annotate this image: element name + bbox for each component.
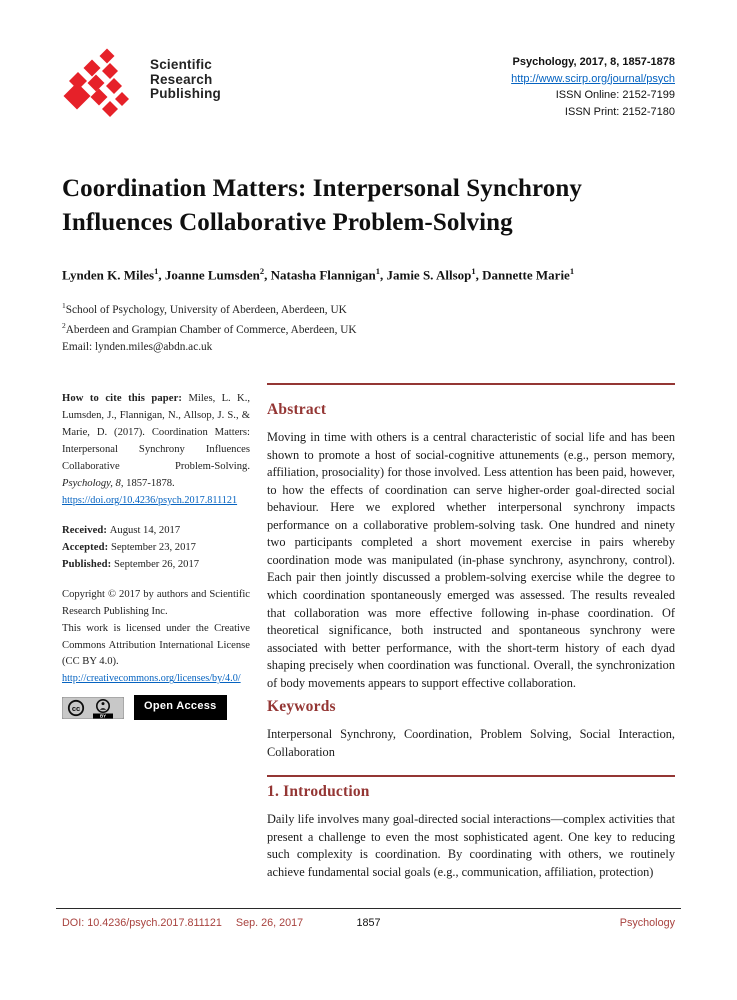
author-separator: , [475, 267, 483, 283]
author-separator: , [264, 267, 271, 283]
email-value: lynden.miles@abdn.ac.uk [94, 340, 213, 353]
cite-journal: Psychology, 8, [62, 478, 127, 490]
how-to-cite [62, 391, 250, 510]
paper-title: Coordination Matters: Interpersonal Synchrony Influences Collaborative Problem-Solving [62, 175, 583, 236]
affiliation-sup: 1 [62, 301, 66, 311]
affiliation-line [62, 300, 675, 319]
cite-pages: 1857-1878. [126, 478, 175, 490]
author-name: Jamie S. Allsop [386, 267, 472, 283]
keywords-heading: Keywords [267, 698, 336, 716]
footer-page-number: 1857 [356, 917, 381, 929]
date-value: August 14, 2017 [109, 524, 181, 536]
introduction-text: Daily life involves many goal-directed social interactions—complex activities that present a challenge to even the most sophisticated agent. One key to reducing such complexity is coordination. By coordinating with others, we routinely achieve fundamental social goals (e.g., communication, affiliation, protection) [267, 812, 675, 879]
author-affiliation-sup: 1 [471, 266, 476, 276]
scirp-diamonds-icon [62, 46, 138, 118]
author-affiliation-sup: 1 [375, 266, 380, 276]
abstract-heading: Abstract [267, 401, 327, 419]
author-name: Lynden K. Miles [62, 267, 155, 283]
author-name: Natasha Flannigan [270, 267, 376, 283]
main-column [267, 383, 675, 881]
affiliations-list [62, 300, 675, 339]
date-line [62, 523, 250, 540]
affiliation-line [62, 320, 675, 339]
abstract-text: Moving in time with others is a central characteristic of social life and has been shown to promote a host of social-cognitive attunements (e.g., person memory, affiliation, prosociality) for those involved. Less attention has been paid, however, to how the effects of coordination can serve higher-order goal-directed social behaviour. Here we explored whether interpersonal synchrony impacts performance on a collaborative problem-solving task. One hundred and ninety two participants completed a short movement exercise in pairs whereby coordination mode was manipulated (in-phase synchrony, asynchrony, control). Each pair then jointly discussed a problem-solving exercise while the degree to which coordination spontaneously emerged was assessed. The results revealed that collaboration was more effective following in-phase coordination. Of theoretical significance, both instructed and spontaneous synchrony were associated with better performance, with the short-term history of each dyad shaping precisely when coordination was functional. Overall, the synchronization of body movements appears to support effective collaboration. [267, 430, 675, 690]
license-text: This work is licensed under the Creative Commons Attribution International License (CC BY 4.0). [62, 622, 250, 668]
cite-body: Miles, L. K., Lumsden, J., Flannigan, N., Allsop, J. S., & Marie, D. (2017). Coordination Matters: Interpersonal Synchrony Influences Collaborative Problem-Solving. [62, 393, 250, 473]
cc-by-badge-icon[interactable] [62, 697, 124, 719]
date-value: September 26, 2017 [114, 558, 200, 570]
date-line [62, 557, 250, 574]
affiliation-text: Aberdeen and Grampian Chamber of Commerce, Aberdeen, UK [65, 323, 357, 336]
footer-date: Sep. 26, 2017 [235, 917, 304, 929]
affiliations-block [62, 300, 675, 356]
authors-line [62, 266, 675, 283]
journal-citation: Psychology, 2017, 8, 1857-1878 [512, 56, 675, 68]
author-affiliation-sup: 1 [569, 266, 575, 276]
page-header [0, 0, 737, 120]
journal-info-block [511, 46, 675, 120]
publisher-name-line: Publishing [150, 86, 221, 102]
footer-doi: DOI: 10.4236/psych.2017.811121 [62, 917, 222, 929]
date-label: Accepted: [62, 541, 111, 553]
license-badges [62, 695, 250, 720]
keywords-text: Interpersonal Synchrony, Coordination, Problem Solving, Social Interaction, Collaboration [267, 727, 675, 759]
email-line [62, 339, 675, 357]
issn-online: ISSN Online: 2152-7199 [555, 89, 675, 101]
content-columns [62, 383, 675, 881]
date-value: September 23, 2017 [110, 541, 196, 553]
svg-text:BY: BY [99, 713, 107, 719]
how-to-cite-label: How to cite this paper: [62, 393, 189, 405]
affiliation-sup: 2 [62, 320, 66, 330]
open-access-badge: Open Access [134, 695, 227, 720]
affiliation-text: School of Psychology, University of Aberdeen, Aberdeen, UK [65, 304, 347, 317]
journal-url-link[interactable]: http://www.scirp.org/journal/psych [511, 72, 675, 85]
section-divider-rule [267, 775, 675, 777]
date-line [62, 540, 250, 557]
dates-block [62, 523, 250, 574]
svg-text:cc: cc [71, 703, 81, 713]
license-url-link[interactable]: http://creativecommons.org/licenses/by/4.0/ [62, 673, 241, 685]
author-separator: , [158, 267, 165, 283]
author-affiliation-sup: 2 [259, 266, 265, 276]
author-affiliation-sup: 1 [154, 266, 159, 276]
publisher-logo [62, 46, 221, 120]
publisher-name-line: Scientific [150, 57, 213, 72]
page-footer [56, 908, 681, 929]
author-name: Joanne Lumsden [164, 267, 260, 283]
publisher-name [150, 58, 221, 102]
cite-doi-link[interactable]: https://doi.org/10.4236/psych.2017.811121 [62, 494, 238, 506]
sidebar-meta [62, 383, 250, 881]
author-name: Dannette Marie [482, 267, 570, 283]
footer-journal-name: Psychology [619, 917, 675, 929]
introduction-heading: 1. Introduction [267, 783, 370, 801]
date-label: Received: [62, 524, 110, 536]
author-separator: , [379, 267, 387, 283]
publisher-name-line: Research [150, 71, 213, 87]
copyright-text: Copyright © 2017 by authors and Scientific Research Publishing Inc. [62, 588, 250, 617]
date-label: Published: [62, 558, 115, 570]
issn-print: ISSN Print: 2152-7180 [564, 105, 675, 118]
email-label: Email: [62, 340, 95, 353]
